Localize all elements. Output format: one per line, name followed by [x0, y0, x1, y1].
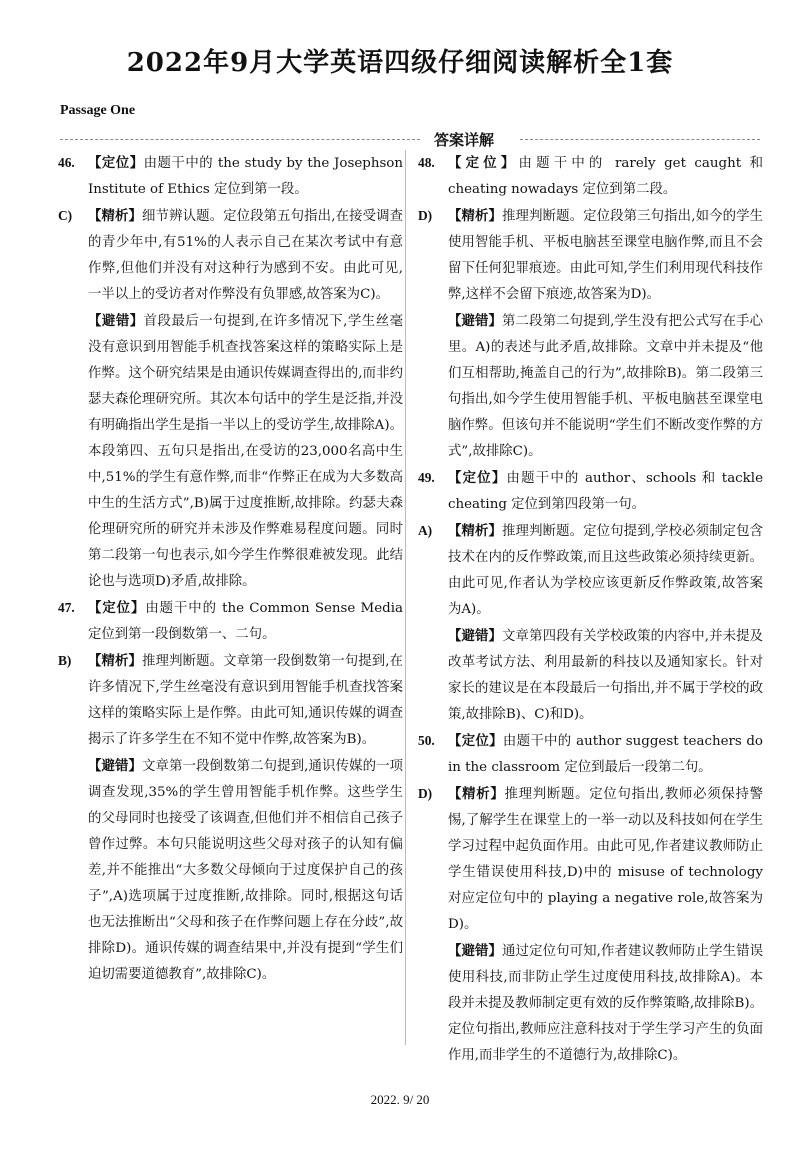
passage-label: Passage One	[60, 103, 136, 118]
question-number: 46.	[58, 155, 75, 170]
question-48-locate	[418, 150, 763, 203]
answer-letter: A)	[418, 523, 433, 538]
answer-letter: D)	[418, 786, 433, 801]
section-header	[60, 127, 760, 151]
avoid-text: 文章第四段有关学校政策的内容中,并未提及改革考试方法、利用最新的科技以及通知家长。针对家长的建议是在本段最后一句指出,并不属于学校的政策,故排除B)、C)和D)。	[448, 629, 763, 722]
avoid-text: 通过定位句可知,作者建议教师防止学生错误使用科技,而非防止学生过度使用科技,故排除A)。本段并未提及教师制定更有效的反作弊策略,故排除B)。定位句指出,教师应注意科技对于学生学习产生的负面作用,而非学生的不道德行为,故排除C)。	[448, 944, 763, 1063]
question-50-locate	[418, 728, 763, 781]
question-number: 50.	[418, 733, 435, 748]
question-47-avoid	[58, 753, 403, 988]
analysis-tag: 【精析】	[448, 786, 505, 802]
avoid-tag: 【避错】	[448, 313, 503, 329]
analysis-text: 细节辨认题。定位段第五句指出,在接受调查的青少年中,有51%的人表示自己在某次考试中有意作弊,但他们并没有对这种行为感到不安。由此可见,一半以上的受访者对作弊没有负罪感,故答案为C)。	[88, 209, 403, 302]
locate-tag: 【定位】	[88, 155, 144, 171]
question-46-locate	[58, 150, 403, 203]
question-47-locate	[58, 595, 403, 648]
locate-tag: 【定位】	[88, 600, 146, 616]
question-47-analysis	[58, 648, 403, 753]
locate-text: 由题干中的 the Common Sense Media 定位到第一段倒数第一、二句。	[88, 601, 404, 642]
left-column	[58, 150, 403, 988]
locate-text: 由题干中的 author、schools 和 tackle cheating 定位到第四段第一句。	[448, 471, 763, 512]
question-48-analysis	[418, 203, 763, 308]
question-48-avoid	[418, 308, 763, 465]
locate-text: 由题干中的 author suggest teachers do in the classroom 定位到最后一段第二句。	[448, 734, 763, 775]
question-49-avoid	[418, 623, 763, 728]
analysis-tag: 【精析】	[448, 208, 503, 224]
analysis-text: 推理判断题。定位句指出,教师必须保持警惕,了解学生在课堂上的一举一动以及科技如何在学生学习过程中起负面作用。由此可见,作者建议教师防止学生错误使用科技,D)中的 misuse of technology 对应定位句中的 playing a negative role,故答案为D)。	[448, 787, 763, 932]
answer-letter: B)	[58, 653, 72, 668]
avoid-tag: 【避错】	[448, 628, 503, 644]
question-49-locate	[418, 465, 763, 518]
analysis-tag: 【精析】	[88, 208, 143, 224]
analysis-tag: 【精析】	[448, 523, 503, 539]
header-rule-right	[520, 139, 760, 140]
page-footer: 2022. 9/ 20	[370, 1092, 430, 1107]
page-title: 2022年9月大学英语四级仔细阅读解析全1套	[126, 48, 674, 78]
question-46-avoid	[58, 308, 403, 595]
analysis-text: 推理判断题。文章第一段倒数第一句提到,在许多情况下,学生丝毫没有意识到用智能手机查找答案这样的策略实际上是作弊。由此可知,通识传媒的调查揭示了许多学生在不知不觉中作弊,故答案为B)。	[88, 654, 403, 747]
avoid-text: 第二段第二句提到,学生没有把公式写在手心里。A)的表述与此矛盾,故排除。文章中并未提及“他们互相帮助,掩盖自己的行为”,故排除B)。第二段第三句指出,如今学生使用智能手机、平板电脑甚至课堂电脑作弊。但该句并不能说明“学生们不断改变作弊的方式”,故排除C)。	[448, 314, 763, 459]
avoid-text: 文章第一段倒数第二句提到,通识传媒的一项调查发现,35%的学生曾用智能手机作弊。这些学生的父母同时也接受了该调查,但他们并不相信自己孩子曾作过弊。本句只能说明这些父母对孩子的认知有偏差,并不能推出“大多数父母倾向于过度保护自己的孩子”,A)选项属于过度推断,故排除。同时,根据这句话也无法推断出“父母和孩子在作弊问题上存在分歧”,故排除D)。通识传媒的调查结果中,并没有提到“学生们迫切需要道德教育”,故排除C)。	[88, 759, 403, 982]
locate-text: 由题干中的 rarely get caught 和 cheating nowadays 定位到第二段。	[448, 156, 763, 197]
locate-tag: 【定位】	[448, 733, 503, 749]
analysis-tag: 【精析】	[88, 653, 143, 669]
question-49-analysis	[418, 518, 763, 623]
locate-tag: 【定位】	[448, 155, 519, 171]
question-number: 47.	[58, 600, 75, 615]
answer-letter: D)	[418, 208, 433, 223]
analysis-text: 推理判断题。定位段第三句指出,如今的学生使用智能手机、平板电脑甚至课堂电脑作弊,而且不会留下任何犯罪痕迹。由此可知,学生们利用现代科技作弊,这样不会留下痕迹,故答案为D)。	[448, 209, 763, 302]
locate-tag: 【定位】	[448, 470, 507, 486]
avoid-tag: 【避错】	[448, 943, 503, 959]
question-number: 48.	[418, 155, 435, 170]
question-46-analysis	[58, 203, 403, 308]
question-50-avoid	[418, 938, 763, 1069]
question-number: 49.	[418, 470, 435, 485]
right-column	[418, 150, 763, 1069]
answer-letter: C)	[58, 208, 73, 223]
analysis-text: 推理判断题。定位句提到,学校必须制定包含技术在内的反作弊政策,而且这些政策必须持续更新。由此可见,作者认为学校应该更新反作弊政策,故答案为A)。	[448, 524, 763, 617]
avoid-text: 首段最后一句提到,在许多情况下,学生丝毫没有意识到用智能手机查找答案这样的策略实际上是作弊。这个研究结果是由通识传媒调查得出的,而非约瑟夫森伦理研究所。其次本句话中的学生是泛指,并没有明确指出学生是指一半以上的受访学生,故排除A)。本段第四、五句只是指出,在受访的23,000名高中生中,51%的学生有意作弊,而非“作弊正在成为大多数高中生的生活方式”,B)属于过度推断,故排除。约瑟夫森伦理研究所的研究并未涉及作弊难易程度问题。同时第二段第一句也表示,如今学生作弊很难被发现。此结论也与选项D)矛盾,故排除。	[88, 314, 404, 589]
header-rule-left	[60, 139, 420, 140]
avoid-tag: 【避错】	[88, 313, 144, 329]
question-50-analysis	[418, 781, 763, 938]
section-header-title: 答案详解	[430, 129, 498, 150]
locate-text: 由题干中的 the study by the Josephson Institute of Ethics 定位到第一段。	[88, 156, 403, 197]
avoid-tag: 【避错】	[88, 758, 143, 774]
column-divider	[405, 150, 406, 1045]
